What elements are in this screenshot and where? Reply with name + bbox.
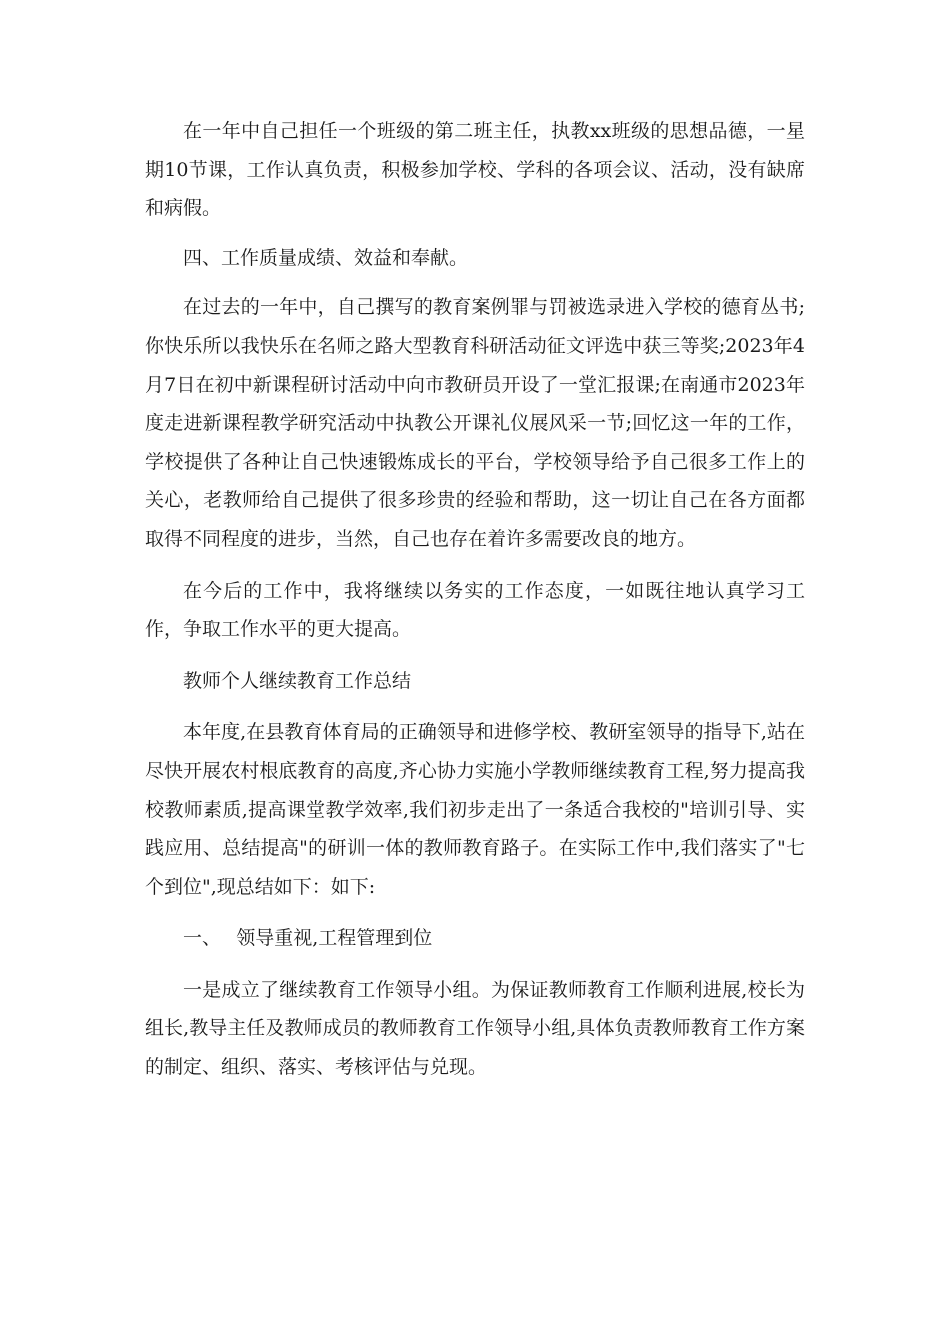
paragraph-class-teacher-duties: 在一年中自己担任一个班级的第二班主任，执教xx班级的思想品德，一星期10节课，工作认真负责，积极参加学校、学科的各项会议、活动，没有缺席和病假。 [145, 120, 805, 220]
section-number: 一、 [183, 927, 222, 950]
section-title: 领导重视,工程管理到位 [236, 927, 433, 950]
paragraph-annual-overview: 本年度,在县教育体育局的正确领导和进修学校、教研室领导的指导下,站在尽快开展农村根底教育的高度,齐心协力实施小学教师继续教育工程,努力提高我校教师素质,提高课堂教学效率,我们初步走出了一条适合我校的"培训引导、实践应用、总结提高"的研训一体的教师教育路子。在实际工作中,我们落实了"七个到位",现总结如下：如下: [145, 721, 805, 898]
paragraph-leadership-group: 一是成立了继续教育工作领导小组。为保证教师教育工作顺利进展,校长为组长,教导主任及教师成员的教师教育工作领导小组,具体负责教师教育工作方案的制定、组织、落实、考核评估与兑现。 [145, 978, 805, 1079]
heading-work-quality: 四、工作质量成绩、效益和奉献。 [183, 246, 469, 269]
paragraph-achievements: 在过去的一年中，自己撰写的教育案例罪与罚被选录进入学校的德育丛书;你快乐所以我快乐在名师之路大型教育科研活动征文评选中获三等奖;2023年4月7日在初中新课程研讨活动中向市教研员开设了一堂汇报课;在南通市2023年度走进新课程教学研究活动中执教公开课礼仪展风采一节;回忆这一年的工作，学校提供了各种让自己快速锻炼成长的平台，学校领导给予自己很多工作上的关心，老教师给自己提供了很多珍贵的经验和帮助，这一切让自己在各方面都取得不同程度的进步，当然，自己也存在着许多需要改良的地方。 [145, 296, 805, 550]
document-page [145, 112, 805, 1087]
paragraph-future-work: 在今后的工作中，我将继续以务实的工作态度，一如既往地认真学习工作，争取工作水平的更大提高。 [145, 579, 805, 641]
document-subtitle: 教师个人继续教育工作总结 [183, 669, 412, 692]
section-heading-leadership [145, 919, 805, 958]
